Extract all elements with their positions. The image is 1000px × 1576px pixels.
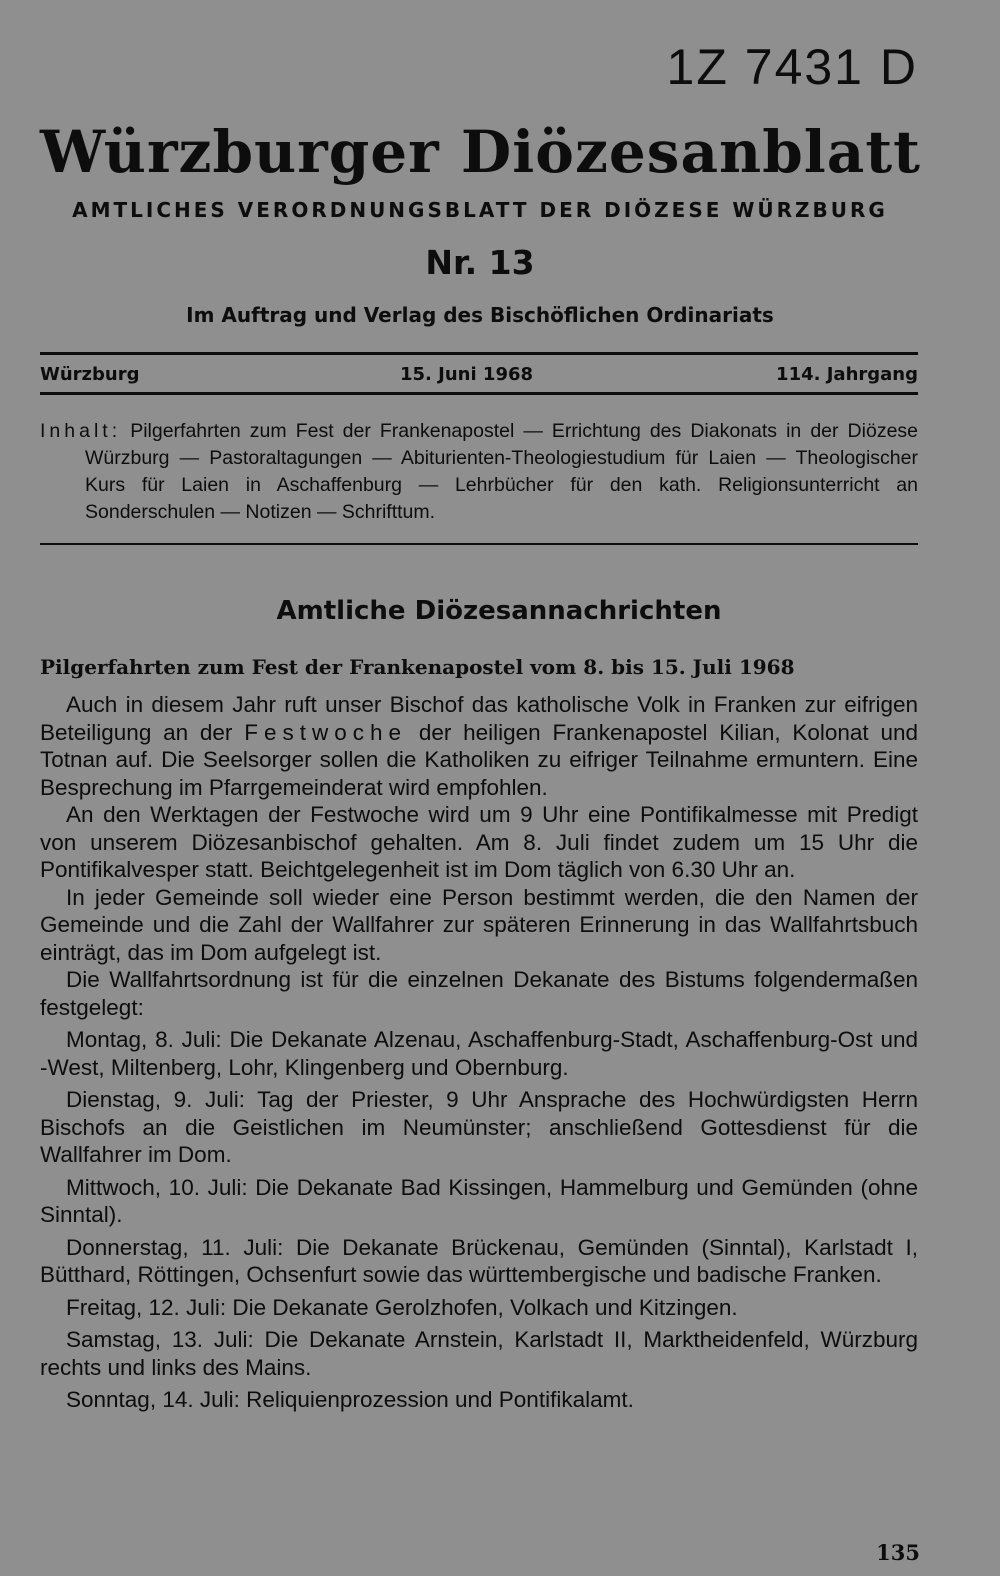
dateline-date: 15. Juni 1968: [400, 364, 534, 385]
schedule-item-donnerstag: Donnerstag, 11. Juli: Die Dekanate Brückenau, Gemünden (Sinntal), Karlstadt I, Bütthard, Röttingen, Ochsenfurt sowie das württembergische und badische Franken.: [40, 1234, 918, 1287]
section-heading: Amtliche Diözesannachrichten: [276, 596, 722, 626]
contents-label: Inhalt:: [40, 420, 122, 442]
schedule-item-freitag: Freitag, 12. Juli: Die Dekanate Gerolzhofen, Volkach und Kitzingen.: [66, 1294, 738, 1320]
paragraph-1: Auch in diesem Jahr ruft unser Bischof das katholische Volk in Franken zur eifrigen Beteiligung an der Festwoche der heiligen Frankenapostel Kilian, Kolonat und Totnan auf. Die Seelsorger sollen die Katholiken zu eifriger Teilnahme ermuntern. Eine Besprechung im Pfarrgemeinderat wird empfohlen.: [40, 692, 918, 800]
emphasis-spaced: Festwoche: [244, 719, 408, 745]
schedule-item-dienstag: Dienstag, 9. Juli: Tag der Priester, 9 Uhr Ansprache des Hochwürdigsten Herrn Bischofs an die Geistlichen im Neumünster; anschließend Gottesdienst für die Wallfahrer im Dom.: [40, 1087, 918, 1167]
dateline: [40, 364, 918, 388]
document-id: 1Z 7431 D: [666, 39, 918, 95]
dateline-volume: 114. Jahrgang: [776, 364, 918, 385]
schedule-item-samstag: Samstag, 13. Juli: Die Dekanate Arnstein, Karlstadt II, Marktheidenfeld, Würzburg rechts und links des Mains.: [40, 1327, 918, 1380]
schedule-item-sonntag: Sonntag, 14. Juli: Reliquienprozession und Pontifikalamt.: [66, 1387, 634, 1412]
article-title: Pilgerfahrten zum Fest der Frankenapostel vom 8. bis 15. Juli 1968: [40, 655, 795, 679]
masthead-subtitle: AMTLICHES VERORDNUNGSBLATT DER DIÖZESE WÜRZBURG: [72, 198, 888, 222]
contents-rule: [40, 543, 918, 545]
masthead-title: Würzburger Diözesanblatt: [40, 118, 921, 186]
schedule-item-mittwoch: Mittwoch, 10. Juli: Die Dekanate Bad Kissingen, Hammelburg und Gemünden (ohne Sinntal).: [40, 1174, 918, 1227]
header-rule-bottom: [40, 392, 918, 395]
article-body: [40, 691, 918, 1414]
issue-number: Nr. 13: [425, 243, 535, 282]
table-of-contents: [40, 418, 918, 526]
schedule-item-montag: Montag, 8. Juli: Die Dekanate Alzenau, Aschaffenburg-Stadt, Aschaffenburg-Ost und -West, Miltenberg, Lohr, Klingenberg und Obernburg.: [40, 1027, 918, 1080]
dateline-place: Würzburg: [40, 364, 140, 385]
paragraph-4: Die Wallfahrtsordnung ist für die einzelnen Dekanate des Bistums folgendermaßen festgelegt:: [40, 967, 918, 1020]
paragraph-2: An den Werktagen der Festwoche wird um 9 Uhr eine Pontifikalmesse mit Predigt von unserem Diözesanbischof gehalten. Am 8. Juli findet zudem um 15 Uhr die Pontifikalvesper statt. Beichtgelegenheit ist im Dom täglich von 6.30 Uhr an.: [40, 802, 918, 882]
page-number: 135: [876, 1540, 920, 1565]
paragraph-3: In jeder Gemeinde soll wieder eine Person bestimmt werden, die den Namen der Gemeinde und die Zahl der Wallfahrer zur späteren Erinnerung in das Wallfahrtsbuch einträgt, das im Dom aufgelegt ist.: [40, 884, 918, 965]
contents-text: Pilgerfahrten zum Fest der Frankenapostel — Errichtung des Diakonats in der Diözese Würzburg — Pastoraltagungen — Abiturienten-Theologiestudium für Laien — Theologischer Kurs für Laien in Aschaffenburg — Lehrbücher für den kath. Religionsunterricht an Sonderschulen — Notizen — Schrifttum.: [85, 420, 919, 523]
header-rule-top: [40, 352, 918, 355]
publisher-line: Im Auftrag und Verlag des Bischöflichen Ordinariats: [186, 303, 774, 327]
